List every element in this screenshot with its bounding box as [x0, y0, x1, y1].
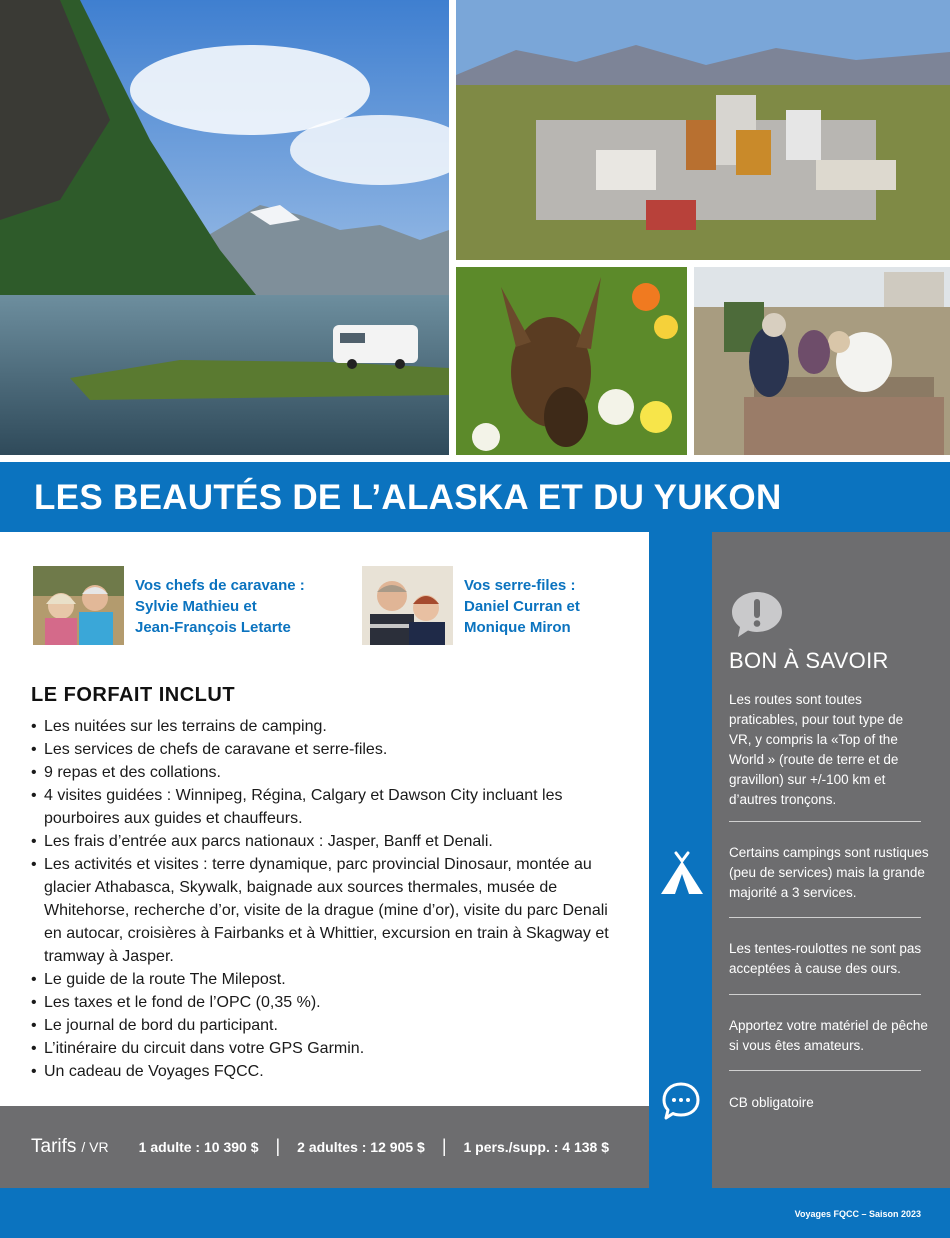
photo-gold-panning: [694, 267, 950, 455]
bon-a-savoir-item: Apportez votre matériel de pêche si vous êtes amateurs.: [729, 1018, 928, 1053]
forfait-list: [31, 715, 631, 1083]
tent-icon: [659, 849, 705, 897]
leader-serre-files-name-2: Monique Miron: [464, 619, 571, 636]
list-item: • Le journal de bord du participant.: [31, 1014, 631, 1037]
list-item: • Les services de chefs de caravane et serre-files.: [31, 738, 631, 761]
avatar-chefs: [33, 566, 124, 645]
forfait-title: LE FORFAIT INCLUT: [31, 684, 236, 706]
divider: [729, 1070, 921, 1071]
list-item: • Les nuitées sur les terrains de camping.: [31, 715, 631, 738]
leader-chefs-heading: Vos chefs de caravane :: [135, 577, 305, 594]
tarif-price-2: 2 adultes : 12 905 $: [297, 1139, 425, 1155]
leader-chefs-name-2: Jean-François Letarte: [135, 619, 291, 636]
tarif-separator: |: [275, 1136, 281, 1156]
tarifs-sub: / VR: [81, 1139, 109, 1155]
list-item: • Un cadeau de Voyages FQCC.: [31, 1060, 631, 1083]
footer-text: Voyages FQCC – Saison 2023: [794, 1209, 921, 1219]
exclamation-bubble-icon: [728, 590, 786, 640]
leader-serre-files-name-1: Daniel Curran et: [464, 598, 580, 615]
bon-a-savoir-item: CB obligatoire: [729, 1095, 814, 1110]
divider: [729, 821, 921, 822]
list-item: • 4 visites guidées : Winnipeg, Régina, Calgary et Dawson City incluant les pourboires aux guides et chauffeurs.: [31, 784, 631, 830]
bon-a-savoir-item: Les routes sont toutes praticables, pour tout type de VR, y compris la «Top of the World » (route de terre et de gravillon) sur +/-100 km et d’autres tronçons.: [729, 692, 904, 807]
photo-moose: [456, 267, 687, 455]
leader-serre-files-heading: Vos serre-files :: [464, 577, 576, 594]
list-item: • Les activités et visites : terre dynamique, parc provincial Dinosaur, montée au glacier Athabasca, Skywalk, baignade aux sources thermales, musée de Whitehorse, recherche d’or, visite de la drague (mine d’or), visite du parc Denali en autocar, croisières à Fairbanks et à Whittier, excursion en train à Skagway et tramway à Jasper.: [31, 853, 631, 968]
list-item: • 9 repas et des collations.: [31, 761, 631, 784]
lake-landscape-photo-icon: [0, 0, 449, 455]
footer-band: [0, 1188, 950, 1238]
tarif-price-1: 1 adulte : 10 390 $: [138, 1139, 259, 1155]
divider: [729, 994, 921, 995]
list-item: • Les frais d’entrée aux parcs nationaux : Jasper, Banff et Denali.: [31, 830, 631, 853]
leader-serre-files: [362, 566, 580, 645]
list-item: • Le guide de la route The Milepost.: [31, 968, 631, 991]
photo-city: [456, 0, 950, 260]
bon-a-savoir-item: Certains campings sont rustiques (peu de services) mais la grande majorité a 3 services.: [729, 845, 929, 900]
tarif-separator: |: [441, 1136, 447, 1156]
divider: [729, 917, 921, 918]
chat-bubble-icon: [661, 1081, 701, 1121]
leader-chefs: [33, 566, 305, 645]
gold-panning-photo-icon: [694, 267, 950, 455]
page-title: LES BEAUTÉS DE L’ALASKA ET DU YUKON: [34, 478, 782, 517]
title-band: [0, 462, 950, 532]
moose-photo-icon: [456, 267, 687, 455]
photo-lake-campervan: [0, 0, 449, 455]
list-item: • L’itinéraire du circuit dans votre GPS Garmin.: [31, 1037, 631, 1060]
city-photo-icon: [456, 0, 950, 260]
avatar-serre-files: [362, 566, 453, 645]
leader-chefs-name-1: Sylvie Mathieu et: [135, 598, 257, 615]
tarif-price-3: 1 pers./supp. : 4 138 $: [463, 1139, 610, 1155]
tarifs-bar: [0, 1106, 649, 1188]
list-item: • Les taxes et le fond de l’OPC (0,35 %).: [31, 991, 631, 1014]
bon-a-savoir-title: BON À SAVOIR: [729, 648, 889, 673]
bon-a-savoir-item: Les tentes-roulottes ne sont pas acceptées à cause des ours.: [729, 941, 922, 976]
tarifs-label: Tarifs: [31, 1136, 77, 1157]
